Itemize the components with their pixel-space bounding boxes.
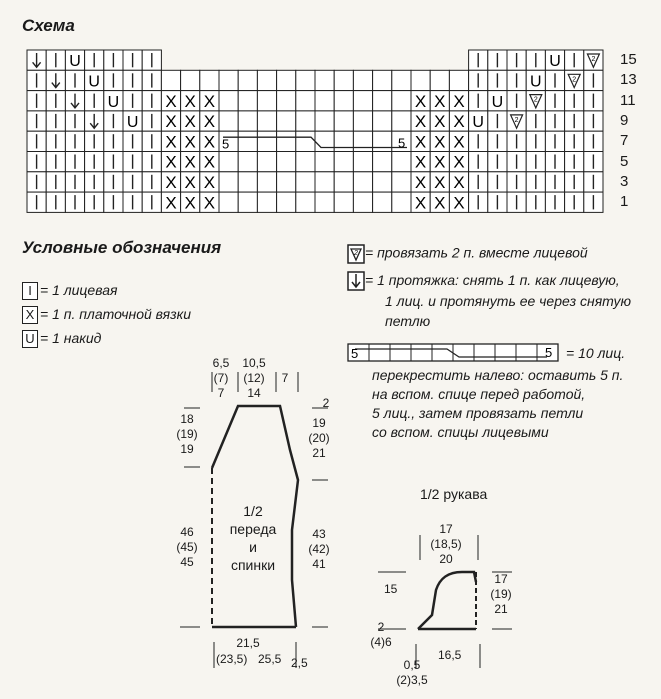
chart-cell: [257, 91, 276, 111]
body-top-b-2: (12): [243, 371, 265, 385]
chart-cell: [296, 152, 315, 172]
chart-cell: [392, 152, 411, 172]
body-left-lower-3: 45: [180, 555, 194, 569]
chart-cell: [315, 91, 334, 111]
svg-text:2: 2: [354, 250, 358, 257]
chart-cell: [219, 111, 238, 131]
garter-mark: X: [414, 132, 427, 152]
legend-knit-text: = 1 лицевая: [40, 282, 118, 298]
chart-cell: [353, 91, 372, 111]
svg-text:2: 2: [591, 56, 596, 63]
body-left-upper-1: 18: [180, 412, 194, 426]
body-label-4: спинки: [230, 557, 276, 573]
row-number: 7: [620, 132, 629, 150]
sleeve-left-small-1: 2: [377, 620, 385, 634]
chart-cell: [353, 70, 372, 90]
body-right-upper: [304, 416, 334, 461]
body-top-a: [208, 356, 234, 401]
body-label-3: и: [249, 539, 257, 555]
sleeve-bottom: 16,5: [438, 648, 462, 662]
cable-num-right: 5: [545, 345, 553, 360]
chart-title: Схема: [22, 16, 75, 35]
chart-cell: [392, 111, 411, 131]
sleeve-left: 15: [384, 582, 398, 596]
garter-mark: X: [453, 91, 465, 111]
chart-cell: [334, 91, 353, 111]
sleeve-right-2: (19): [490, 587, 512, 601]
row-number: 9: [620, 111, 629, 129]
body-left-lower-2: (45): [176, 540, 198, 554]
legend-skp-text1: = 1 протяжка: снять 1 п. как лицевую,: [365, 272, 620, 288]
garter-mark: X: [453, 112, 465, 132]
legend-skp-text2: 1 лиц. и протянуть ее через снятую: [385, 293, 632, 310]
chart-cell: [315, 131, 334, 151]
chart-cell: [219, 70, 238, 90]
sleeve-left-small: [366, 620, 396, 650]
chart-cell: [315, 111, 334, 131]
body-right-lower-3: 41: [312, 557, 326, 571]
chart-cell: [353, 192, 372, 212]
cable-label-left: 5: [222, 136, 230, 152]
body-bottom-1: 21,5: [236, 636, 260, 650]
chart-cell: [392, 70, 411, 90]
chart-cell: [392, 172, 411, 192]
chart-cell: [277, 131, 296, 151]
chart-cell: [238, 152, 257, 172]
chart-cell: [296, 192, 315, 212]
chart-cell: [238, 70, 257, 90]
sleeve-top-3: 20: [439, 552, 453, 566]
chart-cell: [257, 131, 276, 151]
chart-cell: [161, 70, 180, 90]
chart-cell: [334, 172, 353, 192]
chart-cell: [296, 70, 315, 90]
garter-mark: X: [184, 112, 196, 132]
garter-mark: X: [434, 172, 446, 192]
garter-mark: X: [434, 91, 446, 111]
chart-cell: [373, 70, 392, 90]
garter-mark: X: [184, 172, 196, 192]
garter-symbol: X: [22, 306, 38, 324]
garter-mark: X: [184, 193, 196, 213]
body-left-lower: [172, 525, 202, 570]
yo-mark: U: [107, 93, 120, 111]
body-left-lower-1: 46: [180, 525, 194, 539]
legend-cable-count: = 10 лиц.: [566, 345, 626, 361]
body-piece-label: [224, 502, 282, 574]
yo-mark: U: [126, 114, 139, 132]
body-top-a-2: (7): [213, 371, 229, 385]
chart-cell: [315, 172, 334, 192]
yo-symbol: U: [22, 330, 38, 348]
cable-desc-1: перекрестить налево: оставить 5 п.: [372, 367, 624, 383]
garter-mark: X: [414, 112, 427, 132]
chart-cell: [334, 192, 353, 212]
chart-cell: [353, 152, 372, 172]
knit-symbol: I: [22, 282, 38, 300]
yo-mark: U: [530, 73, 542, 91]
body-top-b-3: 14: [247, 386, 261, 400]
chart-cell: [296, 131, 315, 151]
chart-cell: [257, 111, 276, 131]
chart-cell: [373, 192, 392, 212]
chart-cell: [411, 70, 430, 90]
chart-cell: [257, 172, 276, 192]
garter-mark: X: [165, 193, 177, 213]
legend-garter-text: = 1 п. платочной вязки: [40, 306, 192, 322]
body-right-upper-3: 21: [312, 446, 326, 460]
sleeve-bottom-left: [392, 658, 432, 688]
yo-mark: U: [69, 53, 81, 71]
k2tog-icon: [347, 244, 365, 264]
garter-mark: X: [414, 91, 427, 111]
chart-cell: [373, 91, 392, 111]
chart-cell: [277, 192, 296, 212]
garter-mark: X: [434, 112, 446, 132]
chart-cell: [449, 70, 468, 90]
chart-cell: [430, 70, 449, 90]
body-top-b: [237, 356, 271, 401]
chart-cell: [238, 172, 257, 192]
garter-mark: X: [165, 152, 177, 172]
body-right-upper-2: (20): [308, 431, 330, 445]
chart-cell: [334, 70, 353, 90]
cable-label-right: 5: [398, 135, 406, 151]
svg-text:2: 2: [533, 96, 538, 104]
body-left-upper-3: 19: [180, 442, 194, 456]
chart-cell: [296, 172, 315, 192]
chart-cell: [373, 131, 392, 151]
sleeve-top: [426, 522, 466, 567]
row-number: 5: [620, 152, 629, 170]
cable-desc-3: 5 лиц., затем провязать петли: [372, 405, 584, 421]
garter-mark: X: [453, 172, 465, 192]
yo-mark: U: [88, 73, 100, 91]
body-bottom-2: (23,5): [216, 652, 248, 666]
legend-yo-text: = 1 накид: [40, 330, 102, 346]
cable-desc-4: со вспом. спицы лицевыми: [372, 424, 549, 440]
body-right-lower: [304, 527, 334, 572]
knitting-chart: [0, 0, 661, 230]
body-right-top: 2: [322, 396, 330, 410]
sleeve-left-small-2: (4)6: [370, 635, 392, 649]
garter-mark: X: [203, 193, 216, 213]
chart-cell: [277, 91, 296, 111]
garter-mark: X: [414, 152, 427, 172]
garter-mark: X: [203, 112, 216, 132]
chart-cell: [315, 70, 334, 90]
chart-cell: [296, 91, 315, 111]
body-right-lower-2: (42): [308, 542, 330, 556]
garter-mark: X: [165, 172, 177, 192]
chart-cell: [334, 111, 353, 131]
garter-mark: X: [165, 132, 177, 152]
row-number: 3: [620, 172, 629, 190]
row-number: 1: [620, 193, 629, 211]
legend-knit: [22, 282, 117, 300]
sleeve-bottom-left-2: (2)3,5: [396, 673, 428, 687]
sleeve-title: 1/2 рукава: [420, 486, 488, 502]
garter-mark: X: [184, 91, 196, 111]
sleeve-top-1: 17: [439, 522, 453, 536]
yo-mark: U: [549, 53, 561, 71]
chart-cell: [373, 111, 392, 131]
sleeve-bottom-left-1: 0,5: [403, 658, 421, 672]
chart-cell: [181, 70, 200, 90]
body-label-1: 1/2: [243, 503, 263, 519]
yo-mark: U: [472, 114, 484, 132]
chart-cell: [315, 152, 334, 172]
sleeve-right: [486, 572, 516, 617]
chart-cell: [392, 91, 411, 111]
chart-cell: [238, 91, 257, 111]
garter-mark: X: [453, 152, 465, 172]
chart-cell: [277, 111, 296, 131]
row-number: 13: [620, 71, 637, 89]
garter-mark: X: [434, 193, 446, 213]
sleeve-right-1: 17: [494, 572, 508, 586]
chart-cell: [392, 192, 411, 212]
body-top-a-1: 6,5: [212, 356, 230, 370]
svg-text:2: 2: [514, 116, 519, 124]
cable-symbol: [347, 343, 562, 363]
body-right-lower-1: 43: [312, 527, 326, 541]
row-number: 15: [620, 51, 637, 68]
chart-cell: [219, 172, 238, 192]
garter-mark: X: [203, 172, 216, 192]
body-left-upper: [172, 412, 202, 457]
chart-cell: [315, 192, 334, 212]
body-right-upper-1: 19: [312, 416, 326, 430]
sleeve-right-3: 21: [494, 602, 508, 616]
garter-mark: X: [414, 172, 427, 192]
garter-mark: X: [414, 193, 427, 213]
body-left-upper-2: (19): [176, 427, 198, 441]
sleeve-top-2: (18,5): [430, 537, 462, 551]
body-top-c: 7: [281, 371, 289, 385]
yo-mark: U: [491, 93, 504, 111]
garter-mark: X: [453, 193, 465, 213]
chart-cell: [353, 172, 372, 192]
garter-mark: X: [165, 91, 177, 111]
body-bottom-3: 25,5: [258, 652, 282, 666]
legend-k2tog: [347, 244, 588, 264]
legend-cable-desc: [372, 366, 652, 442]
chart-cell: [219, 192, 238, 212]
legend-garter: [22, 306, 191, 324]
row-number: 11: [620, 91, 636, 109]
chart-cell: [334, 152, 353, 172]
chart-cell: [373, 152, 392, 172]
chart-cell: [219, 152, 238, 172]
chart-cell: [277, 70, 296, 90]
chart-cell: [373, 172, 392, 192]
garter-mark: X: [203, 132, 216, 152]
chart-cell: [353, 111, 372, 131]
garter-mark: X: [165, 112, 177, 132]
chart-cell: [257, 152, 276, 172]
chart-cell: [334, 131, 353, 151]
garter-mark: X: [453, 132, 465, 152]
chart-cell: [238, 131, 257, 151]
body-bottom-right: 2,5: [291, 656, 308, 670]
svg-text:2: 2: [572, 76, 577, 84]
chart-cell: [257, 70, 276, 90]
chart-cell: [200, 70, 219, 90]
chart-cell: [238, 111, 257, 131]
chart-cell: [277, 152, 296, 172]
legend-skp-text3: петлю: [385, 313, 431, 330]
chart-cell: [296, 111, 315, 131]
chart-cell: [257, 192, 276, 212]
garter-mark: X: [434, 132, 446, 152]
chart-cell: [238, 192, 257, 212]
chart-cell: [353, 131, 372, 151]
cable-num-left: 5: [351, 346, 359, 361]
garter-mark: X: [203, 91, 216, 111]
legend-yo: [22, 330, 101, 348]
garter-mark: X: [434, 152, 446, 172]
legend-skp: [347, 270, 647, 331]
body-top-b-1: 10,5: [242, 356, 266, 370]
body-label-2: переда: [229, 521, 277, 537]
body-top-a-3: 7: [217, 386, 225, 400]
legend-title: Условные обозначения: [22, 238, 222, 257]
garter-mark: X: [203, 152, 216, 172]
chart-cell: [277, 172, 296, 192]
skp-icon: [347, 271, 365, 291]
garter-mark: X: [184, 132, 196, 152]
legend-k2tog-text: = провязать 2 п. вместе лицевой: [365, 244, 588, 261]
chart-cell: [219, 91, 238, 111]
garter-mark: X: [184, 152, 196, 172]
cable-desc-2: на вспом. спице перед работой,: [372, 386, 586, 402]
